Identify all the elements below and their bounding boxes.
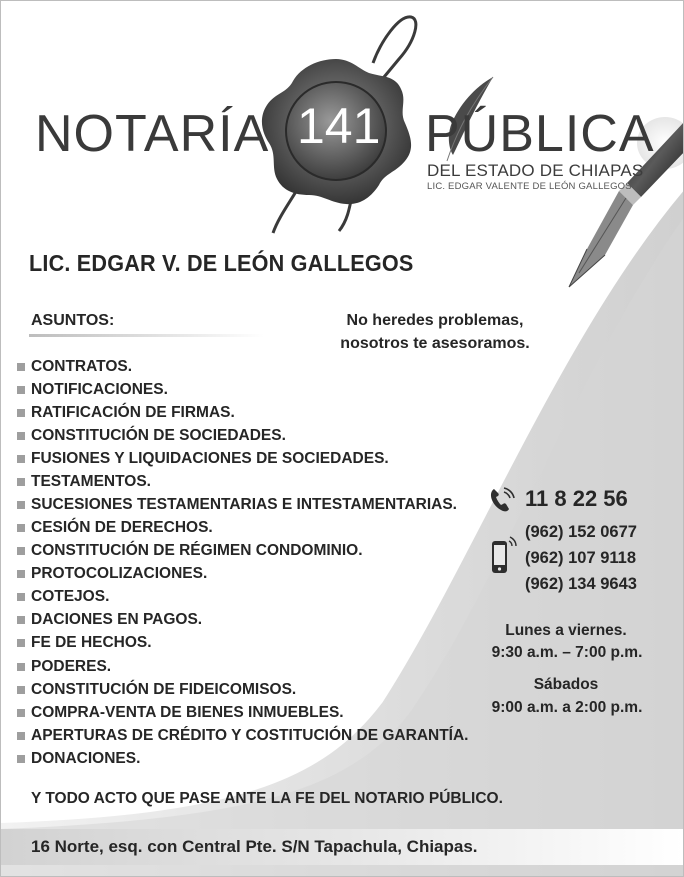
mobile-number-1: (962) 152 0677 xyxy=(525,523,637,541)
service-item-label: DONACIONES. xyxy=(31,749,141,767)
slogan-line-1: No heredes problemas, xyxy=(346,312,524,329)
bullet-square-icon xyxy=(17,593,25,601)
bullet-square-icon xyxy=(17,501,25,509)
service-item xyxy=(17,540,468,563)
service-item xyxy=(17,655,468,678)
asuntos-divider xyxy=(29,334,264,337)
bullet-square-icon xyxy=(17,455,25,463)
brand-notaria: NOTARÍA xyxy=(35,105,270,163)
service-item-label: CESIÓN DE DERECHOS. xyxy=(31,519,213,537)
service-item-label: PODERES. xyxy=(31,657,112,675)
bullet-square-icon xyxy=(17,547,25,555)
service-item-label: COMPRA-VENTA DE BIENES INMUEBLES. xyxy=(31,703,344,721)
hours-weekdays-label: Lunes a viernes. xyxy=(505,622,627,639)
bullet-square-icon xyxy=(17,386,25,394)
address: 16 Norte, esq. con Central Pte. S/N Tapachula, Chiapas. xyxy=(31,837,478,856)
service-item xyxy=(17,724,468,747)
brand-publica: PÚBLICA xyxy=(425,105,655,163)
service-item xyxy=(17,493,468,516)
bullet-square-icon xyxy=(17,524,25,532)
service-item xyxy=(17,747,468,770)
service-item xyxy=(17,424,468,447)
brand-subtitle-small: LIC. EDGAR VALENTE DE LEÓN GALLEGOS xyxy=(427,181,632,192)
notary-number: 141 xyxy=(297,98,381,154)
service-item xyxy=(17,586,468,609)
service-item xyxy=(17,517,468,540)
bullet-square-icon xyxy=(17,686,25,694)
service-item-label: APERTURAS DE CRÉDITO Y COSTITUCIÓN DE GARANTÍA. xyxy=(31,726,469,744)
service-item xyxy=(17,355,468,378)
service-item-label: RATIFICACIÓN DE FIRMAS. xyxy=(31,403,235,421)
bullet-square-icon xyxy=(17,570,25,578)
service-item xyxy=(17,563,468,586)
service-item-label: CONTRATOS. xyxy=(31,357,133,375)
service-item-label: TESTAMENTOS. xyxy=(31,472,151,490)
bullet-square-icon xyxy=(17,755,25,763)
service-item-label: CONSTITUCIÓN DE SOCIEDADES. xyxy=(31,426,286,444)
hours-saturday-label: Sábados xyxy=(533,676,599,693)
service-item xyxy=(17,401,468,424)
lawyer-name: LIC. EDGAR V. DE LEÓN GALLEGOS xyxy=(29,250,414,276)
service-item-label: PROTOCOLIZACIONES. xyxy=(31,565,208,583)
service-item-label: SUCESIONES TESTAMENTARIAS E INTESTAMENTARIAS. xyxy=(31,496,457,513)
bullet-square-icon xyxy=(17,709,25,717)
service-item-label: NOTIFICACIONES. xyxy=(31,380,168,398)
bullet-square-icon xyxy=(17,639,25,647)
service-item-label: FUSIONES Y LIQUIDACIONES DE SOCIEDADES. xyxy=(31,449,389,467)
bullet-square-icon xyxy=(17,732,25,740)
service-item xyxy=(17,632,468,655)
bullet-square-icon xyxy=(17,616,25,624)
services-list xyxy=(17,355,468,770)
hours-weekdays-time: 9:30 a.m. – 7:00 p.m. xyxy=(491,644,643,661)
bullet-square-icon xyxy=(17,363,25,371)
bullet-square-icon xyxy=(17,409,25,417)
service-item-label: DACIONES EN PAGOS. xyxy=(31,611,203,629)
bullet-square-icon xyxy=(17,478,25,486)
slogan-line-2: nosotros te asesoramos. xyxy=(340,335,530,352)
service-item xyxy=(17,701,468,724)
bullet-square-icon xyxy=(17,432,25,440)
service-item-label: CONSTITUCIÓN DE FIDEICOMISOS. xyxy=(31,680,297,698)
cellphone-icon xyxy=(489,535,517,577)
service-item-label: CONSTITUCIÓN DE RÉGIMEN CONDOMINIO. xyxy=(31,542,363,560)
service-item xyxy=(17,447,468,470)
service-item xyxy=(17,609,468,632)
hours-saturday-time: 9:00 a.m. a 2:00 p.m. xyxy=(491,699,643,716)
bullet-square-icon xyxy=(17,663,25,671)
landline-number: 11 8 22 56 xyxy=(525,486,628,511)
mobile-number-2: (962) 107 9118 xyxy=(525,549,637,567)
mobile-number-3: (962) 134 9643 xyxy=(525,575,637,593)
service-item-label: COTEJOS. xyxy=(31,588,110,606)
service-item xyxy=(17,678,468,701)
service-item-label: FE DE HECHOS. xyxy=(31,634,152,652)
service-item xyxy=(17,378,468,401)
asuntos-heading: ASUNTOS: xyxy=(31,312,115,329)
closing-line: Y TODO ACTO QUE PASE ANTE LA FE DEL NOTARIO PÚBLICO. xyxy=(31,790,503,807)
brand-subtitle: DEL ESTADO DE CHIAPAS xyxy=(427,161,644,180)
phone-icon xyxy=(489,486,515,514)
service-item xyxy=(17,470,468,493)
